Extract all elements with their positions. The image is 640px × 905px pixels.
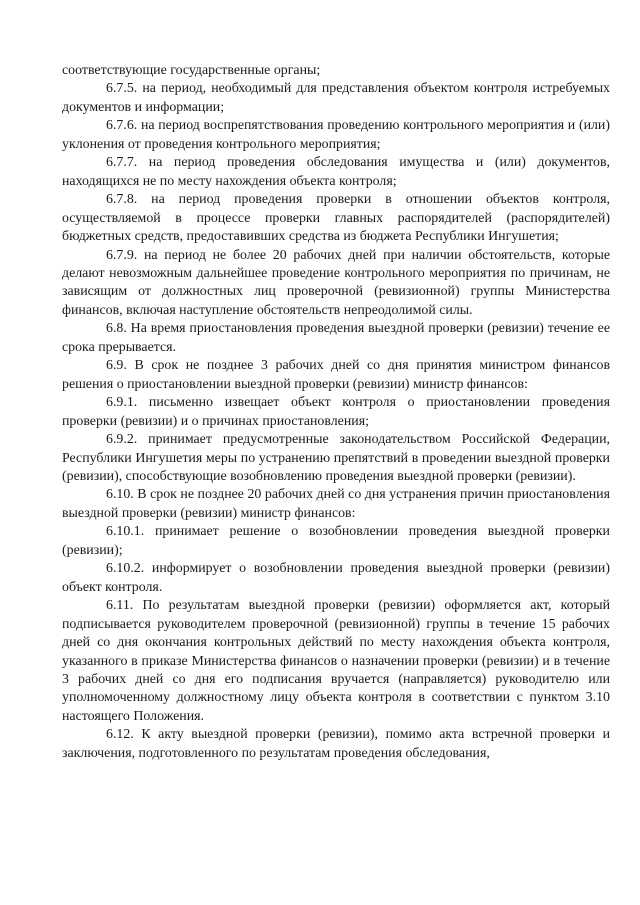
paragraph-6-10-1: 6.10.1. принимает решение о возобновлении проведения выездной проверки (ревизии);: [62, 524, 610, 558]
document-page: [62, 62, 610, 763]
paragraph-6-12: 6.12. К акту выездной проверки (ревизии), помимо акта встречной проверки и заключения, подготовленного по результатам проведения обследования,: [62, 727, 610, 761]
paragraph-6-8: 6.8. На время приостановления проведения выездной проверки (ревизии) течение ее срока прерывается.: [62, 321, 610, 355]
paragraph-6-9-2: 6.9.2. принимает предусмотренные законодательством Российской Федерации, Республики Ингушетия меры по устранению препятствий в проведении выездной проверки (ревизии), способствующие возобновлению проведения выездной проверки (ревизии).: [62, 432, 610, 484]
paragraph-6-7-5: 6.7.5. на период, необходимый для представления объектом контроля истребуемых документов и информации;: [62, 81, 610, 115]
paragraph-6-7-8: 6.7.8. на период проведения проверки в отношении объектов контроля, осуществляемой в процессе проверки главных распорядителей (распорядителей) бюджетных средств, предоставивших средства из бюджета Республики Ингушетия;: [62, 192, 610, 245]
paragraph-6-7-6: 6.7.6. на период воспрепятствования проведению контрольного мероприятия и (или) уклонения от проведения контрольного мероприятия;: [62, 118, 610, 152]
paragraph-6-7-7: 6.7.7. на период проведения обследования имущества и (или) документов, находящихся не по месту нахождения объекта контроля;: [62, 155, 610, 189]
paragraph-6-7-9: 6.7.9. на период не более 20 рабочих дней при наличии обстоятельств, которые делают невозможным дальнейшее проведение контрольного мероприятия по причинам, не зависящим от должностных лиц проверочной (ревизионной) группы Министерства финансов, включая наступление обстоятельств непреодолимой силы.: [62, 247, 610, 318]
paragraph-6-9-1: 6.9.1. письменно извещает объект контроля о приостановлении проведения проверки (ревизии) и о причинах приостановления;: [62, 395, 610, 429]
paragraph-6-10: 6.10. В срок не позднее 20 рабочих дней со дня устранения причин приостановления выездной проверки (ревизии) министр финансов:: [62, 487, 610, 521]
paragraph-6-9: 6.9. В срок не позднее 3 рабочих дней со дня принятия министром финансов решения о приостановлении выездной проверки (ревизии) министр финансов:: [62, 358, 610, 392]
paragraph-6-10-2: 6.10.2. информирует о возобновлении проведения выездной проверки (ревизии) объект контроля.: [62, 561, 610, 595]
paragraph-continuation: соответствующие государственные органы;: [62, 63, 321, 78]
paragraph-6-11: 6.11. По результатам выездной проверки (ревизии) оформляется акт, который подписывается руководителем проверочной (ревизионной) группы в течение 15 рабочих дней со дня окончания контрольных действий по месту нахождения объекта контроля, указанного в приказе Министерства финансов о назначении проверки (ревизии) и в течение 3 рабочих дней со дня его подписания вручается (направляется) руководителю или уполномоченному должностному лицу объекта контроля в соответствии с пунктом 3.10 настоящего Положения.: [62, 598, 610, 724]
